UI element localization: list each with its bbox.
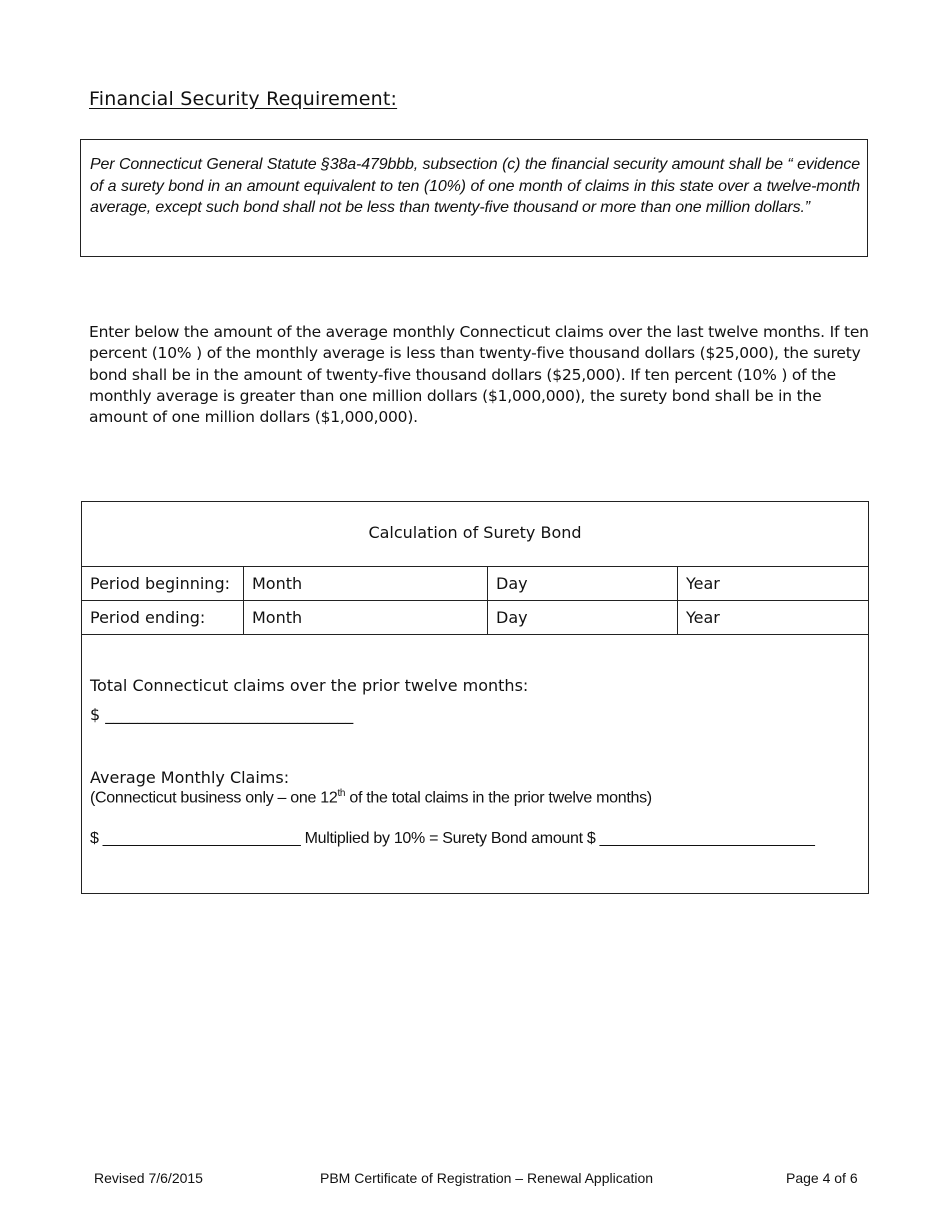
footer-revised-date: Revised 7/6/2015: [94, 1170, 203, 1186]
average-monthly-claims-label: Average Monthly Claims:: [90, 768, 290, 787]
footer-page-number: Page 4 of 6: [786, 1170, 858, 1186]
footer-document-title: PBM Certificate of Registration – Renewal Application: [320, 1170, 654, 1186]
total-claims-label: Total Connecticut claims over the prior twelve months:: [90, 676, 529, 695]
period-ending-label: Period ending:: [82, 601, 244, 634]
avg-note-pre: (Connecticut business only – one 12: [90, 789, 338, 807]
period-beginning-label: Period beginning:: [82, 567, 244, 600]
period-beginning-day-field[interactable]: Day: [488, 567, 678, 600]
period-ending-month-field[interactable]: Month: [244, 601, 488, 634]
statute-text: Per Connecticut General Statute §38a-479bbb, subsection (c) the financial security amount shall be “ evidence of a surety bond in an amount equivalent to ten (10%) of one month of claims in this state over a twelve-month average, except such bond shall not be less than twenty-five thousand or more than one million dollars.”: [90, 156, 860, 216]
total-claims-field[interactable]: $ _______________________________: [90, 705, 354, 724]
period-beginning-year-field[interactable]: Year: [686, 574, 720, 593]
period-ending-row: [82, 600, 868, 635]
period-ending-year-field[interactable]: Year: [686, 608, 720, 627]
average-monthly-claims-note: [90, 788, 652, 807]
section-heading: Financial Security Requirement:: [89, 88, 398, 110]
period-beginning-month-field[interactable]: Month: [244, 567, 488, 600]
instructions-paragraph: Enter below the amount of the average monthly Connecticut claims over the last twelve months. If ten percent (10% ) of the monthly average is less than twenty-five thousand dollars ($25,000), the surety bond shall be in the amount of twenty-five thousand dollars ($25,000). If ten percent (10% ) of the monthly average is greater than one million dollars ($1,000,000), the surety bond shall be in the amount of one million dollars ($1,000,000).: [89, 323, 869, 427]
calculation-title: Calculation of Surety Bond: [368, 523, 582, 542]
surety-bond-calculation-line[interactable]: $ _______________________ Multiplied by 10% = Surety Bond amount $ _________________________: [90, 830, 815, 847]
avg-note-superscript: th: [337, 788, 346, 799]
avg-note-post: of the total claims in the prior twelve months): [345, 789, 652, 807]
period-beginning-row: [82, 566, 868, 600]
calculation-table: [81, 501, 869, 894]
period-ending-day-field[interactable]: Day: [488, 601, 678, 634]
statute-box: [80, 139, 868, 257]
